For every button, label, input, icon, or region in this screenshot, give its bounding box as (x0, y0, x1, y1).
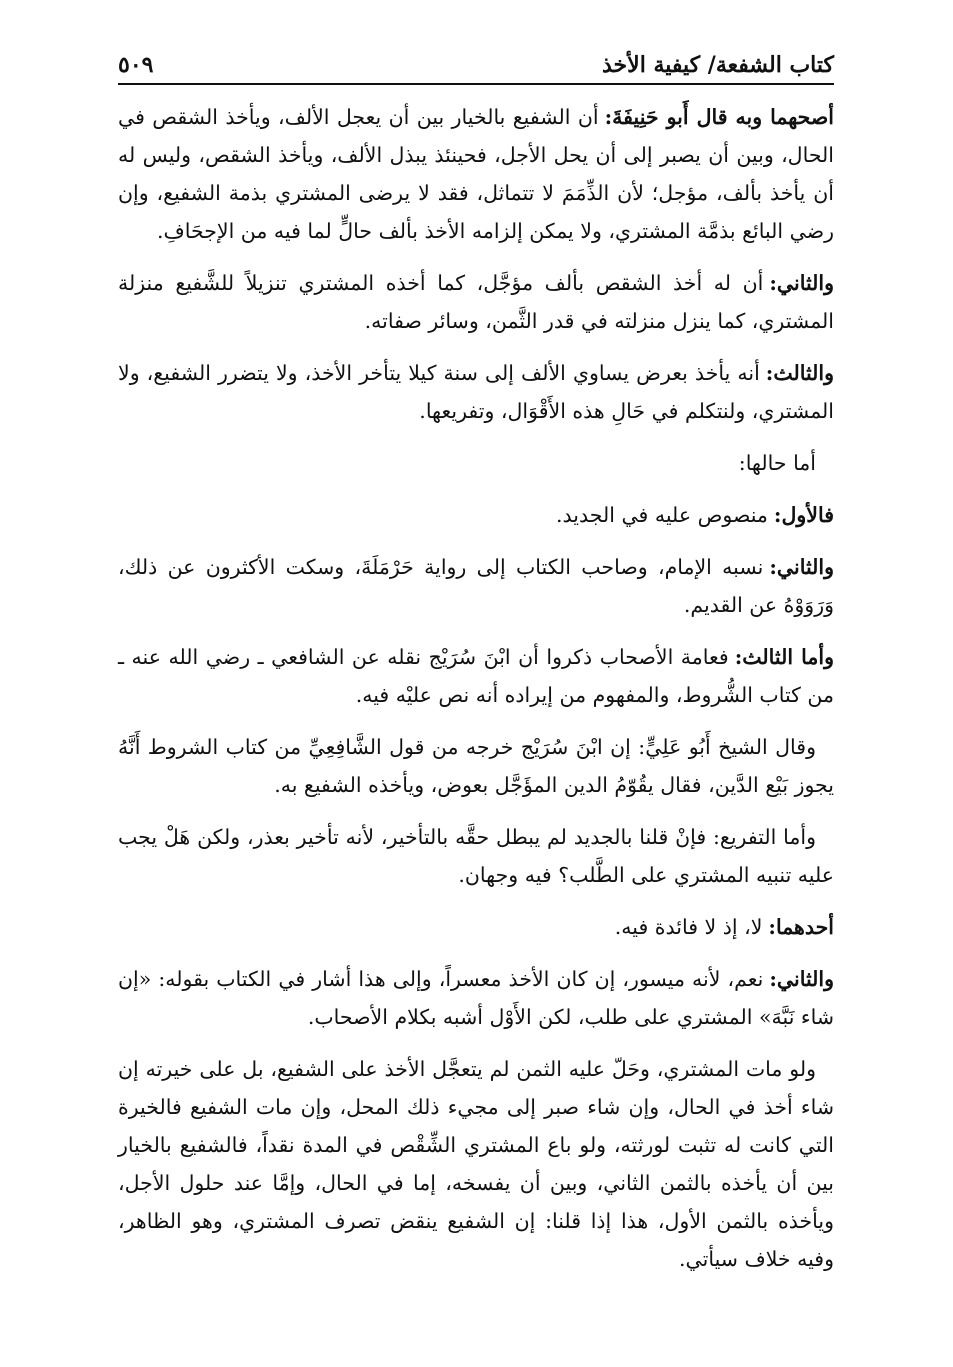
paragraph-lead: والثاني: (769, 967, 834, 991)
header-rule (118, 83, 834, 85)
paragraph (118, 264, 834, 340)
paragraph-text: نعم، لأنه ميسور، إن كان الأخذ معسراً، وإلى هذا أشار في الكتاب بقوله: «إن شاء نَبَّهَ» المشتري على طلب، لكن الأَوْل أشبه بكلام الأصحاب. (118, 967, 834, 1029)
paragraph-text: وأما التفريع: فإنْ قلنا بالجديد لم يبطل حقَّه بالتأخير، لأنه تأخير بعذر، ولكن هَلْ يجب عليه تنبيه المشتري على الطَّلب؟ فيه وجهان. (118, 825, 834, 887)
paragraph (118, 960, 834, 1036)
paragraph (118, 638, 834, 714)
page-number: ٥٠٩ (118, 52, 154, 78)
paragraph (118, 728, 834, 804)
paragraph-lead: أحدهما: (768, 915, 834, 939)
paragraph-text: ولو مات المشتري، وحَلّ عليه الثمن لم يتعجَّل الأخذ على الشفيع، بل على خيرته إن شاء أخذ في الحال، وإن شاء صبر إلى مجيء ذلك المحل، وإن مات الشفيع فالخيرة التي كانت له تثبت لورثته، ولو باع المشتري الشِّقْص في المدة نقداً، فالشفيع بالخيار بين أن يأخذه بالثمن الثاني، وبين أن يفسخه، إما في الحال، وإمَّا عند حلول الأجل، ويأخذه بالثمن الأول، هذا إذا قلنا: إن الشفيع ينقض تصرف المشتري، وهو الظاهر، وفيه خلاف سيأتي. (118, 1057, 834, 1271)
paragraph-text: نسبه الإمام، وصاحب الكتاب إلى رواية حَرْمَلَةَ، وسكت الأكثرون عن ذلك، وَرَوَوْهُ عن القديم. (118, 555, 834, 617)
paragraph-text: فعامة الأصحاب ذكروا أن ابْنَ سُرَيْج نقله عن الشافعي ـ رضي الله عنه ـ من كتاب الشُّروط، والمفهوم من إيراده أنه نص عليْه فيه. (118, 645, 834, 707)
paragraph (118, 354, 834, 430)
paragraph-lead: والثالث: (765, 361, 834, 385)
paragraph-lead: وأما الثالث: (734, 645, 834, 669)
paragraph (118, 908, 834, 946)
paragraph-text: منصوص عليه في الجديد. (556, 503, 768, 527)
paragraph-lead: والثاني: (769, 271, 834, 295)
paragraph (118, 548, 834, 624)
paragraph-text: أن الشفيع بالخيار بين أن يعجل الألف، ويأخذ الشقص في الحال، وبين أن يصبر إلى أن يحل الأجل، فحينئذ يبذل الألف، ويأخذ الشقص، وليس له أن يأخذ بألف، مؤجل؛ لأن الذِّمَمَ لا تتماثل، فقد لا يرضى المشتري بذمة الشفيع، وإن رضي البائع بذمَّة المشتري، ولا يمكن إلزامه الأخذ بألف حالٍّ لما فيه من الإجحَافِ. (118, 105, 834, 243)
running-header (118, 38, 834, 78)
paragraph-lead: والثاني: (769, 555, 834, 579)
header-title: كتاب الشفعة/ كيفية الأخذ (602, 52, 834, 78)
paragraph (118, 98, 834, 250)
paragraph-text: أن له أخذ الشقص بألف مؤجَّل، كما أخذه المشتري تنزيلاً للشَّفيع منزلة المشتري، كما ينزل منزلته في قدر الثَّمن، وسائر صفاته. (118, 271, 834, 333)
paragraph (118, 1050, 834, 1278)
paragraph (118, 496, 834, 534)
paragraph-text: لا، إذ لا فائدة فيه. (614, 915, 763, 939)
paragraph-lead: فالأول: (773, 503, 834, 527)
paragraph-text: أما حالها: (738, 451, 816, 475)
paragraph-text: وقال الشيخ أَبُو عَلِيٍّ: إن ابْنَ سُرَيْج خرجه من قول الشَّافِعِيِّ من كتاب الشروط أَنَّهُ يجوز بَيْع الدَّين، فقال يقُوّمُ الدين المؤَجَّل بعوض، ويأخذه الشفيع به. (118, 735, 834, 797)
paragraph (118, 818, 834, 894)
paragraph-lead: أصحهما وبه قال أَبو حَنِيفَةَ: (604, 105, 835, 129)
paragraph (118, 444, 834, 482)
paragraph-text: أنه يأخذ بعرض يساوي الألف إلى سنة كيلا يتأخر الأخذ، ولا يتضرر الشفيع، ولا المشتري، ولنتكلم في حَالِ هذه الأَقْوَال، وتفريعها. (118, 361, 834, 423)
page-body (118, 98, 834, 1292)
